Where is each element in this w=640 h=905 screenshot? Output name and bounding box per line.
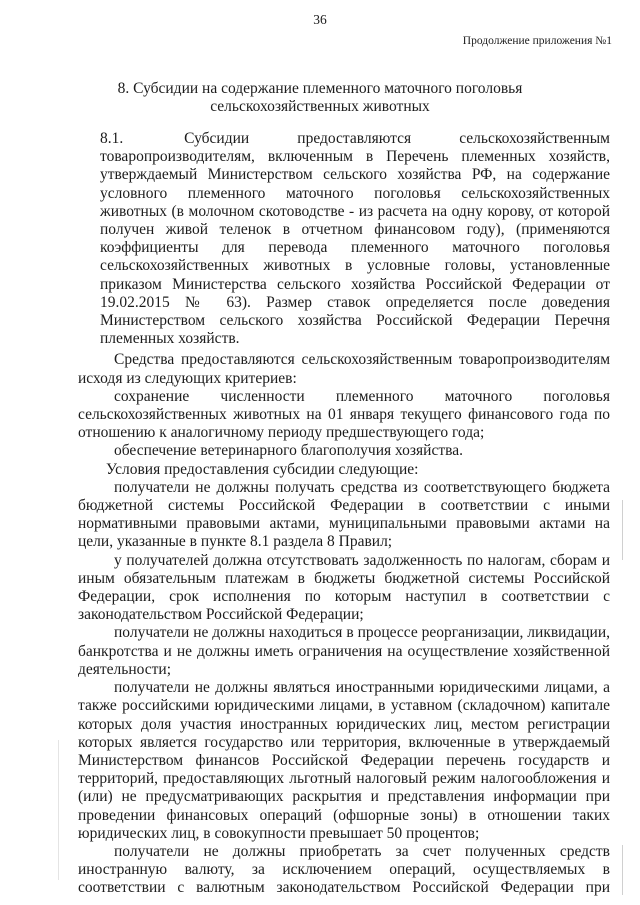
paragraph: Средства предоставляются сельскохозяйственным товаропроизводителям исходя из следующих критериев: [78,351,610,387]
paragraph-8-1 [100,130,610,348]
paragraph: сохранение численности племенного маточного поголовья сельскохозяйственных животных на 01 января текущего финансового года по отношению к аналогичному периоду предшествующего года; [78,387,610,442]
section-title-line-1: 8. Субсидии на содержание племенного маточного поголовья [117,80,523,97]
document-body [78,130,610,898]
section-title-line-2: сельскохозяйственных животных [210,98,430,115]
paragraph: получатели не должны получать средства из соответствующего бюджета бюджетной системы Российской Федерации в соответствии с иными нормативными правовыми актами, муниципальными правовыми актами на цели, указанные в пункте 8.1 раздела 8 Правил; [78,478,610,551]
paragraph: Условия предоставления субсидии следующие: [106,460,419,478]
paragraph-text: Субсидии предоставляются сельскохозяйственным товаропроизводителям, включенным в Перечень племенных хозяйств, утверждаемый Министерством сельского хозяйства РФ, на содержание условного племенного маточного поголовья сельскохозяйственных животных (в молочном скотоводстве - из расчета на одну корову, от которой получен живой теленок в отчетном финансовом году), (применяются коэффициенты для перевода племенного маточного поголовья сельскохозяйственных животных в условные головы, установленные приказом Министерства сельского хозяйства Российской Федерации от 19.02.2015 № 63). Размер ставок определяется после доведения Министерством сельского хозяйства Российской Федерации Перечня племенных хозяйств. [100,130,610,348]
page-number: 36 [313,12,327,27]
paragraph: обеспечение ветеринарного благополучия хозяйства. [114,442,463,460]
paragraph: получатели не должны являться иностранными юридическими лицами, а также российскими юридическими лицами, в уставном (складочном) капитале которых доля участия иностранных юридических лиц, местом регистрации которых является государство или территория, включенные в утверждаемый Министерством финансов Российской Федерации перечень государств и территорий, предоставляющих льготный налоговый режим налогообложения и (или) не предусматривающих раскрытия и представления информации при проведении финансовых операций (офшорные зоны) в отношении таких юридических лиц, в совокупности превышает 50 процентов; [78,679,610,842]
paragraph-number: 8.1. [100,130,124,147]
scan-edge-mark [58,740,59,880]
scan-edge-mark [622,500,623,560]
paragraph: у получателей должна отсутствовать задолженность по налогам, сборам и иным обязательным платежам в бюджеты бюджетной системы Российской Федерации, срок исполнения по которым наступил в соответствии с законодательством Российской Федерации; [78,551,610,624]
section-title [60,80,580,116]
running-header: Продолжение приложения №1 [462,35,612,47]
paragraph: получатели не должны находиться в процессе реорганизации, ликвидации, банкротства и не должны иметь ограничения на осуществление хозяйственной деятельности; [78,624,610,678]
paragraph: получатели не должны приобретать за счет полученных средств иностранную валюту, за исключением операций, осуществляемых в соответствии с валютным законодательством Российской Федерации при [78,842,610,897]
scan-edge-mark [622,845,623,895]
